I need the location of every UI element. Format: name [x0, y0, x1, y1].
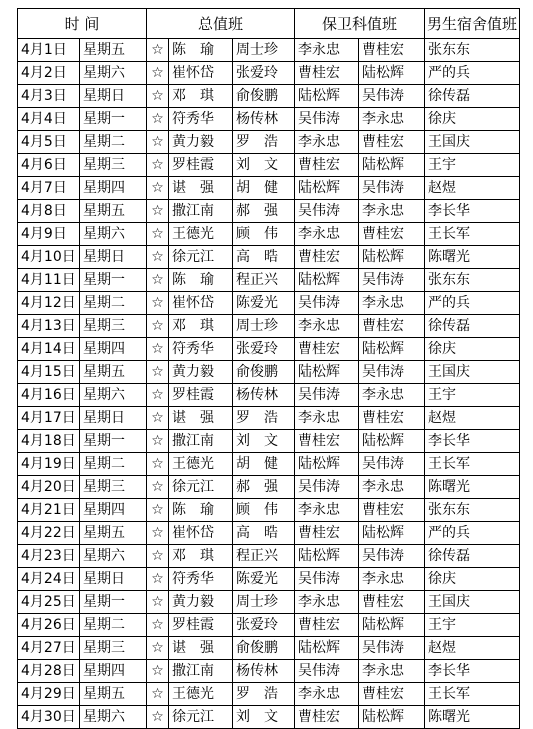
weekday-cell: 星期五: [80, 200, 147, 223]
dorm-duty-cell: 徐庆: [425, 338, 520, 361]
duty-leader-cell: 罗桂霞: [169, 614, 233, 637]
star-icon: ☆: [147, 614, 169, 637]
table-row: [18, 200, 520, 223]
duty-leader-cell: 罗桂霞: [169, 384, 233, 407]
duty-member-cell: 陈爱光: [233, 568, 295, 591]
dorm-duty-cell: 赵煜: [425, 637, 520, 660]
star-icon: ☆: [147, 430, 169, 453]
security-2-cell: 吴伟涛: [359, 177, 425, 200]
star-icon: ☆: [147, 200, 169, 223]
date-cell: 4月7日: [18, 177, 80, 200]
table-row: [18, 361, 520, 384]
weekday-cell: 星期二: [80, 292, 147, 315]
star-icon: ☆: [147, 384, 169, 407]
duty-member-cell: 张爱玲: [233, 614, 295, 637]
security-1-cell: 李永忠: [295, 591, 359, 614]
security-1-cell: 吴伟涛: [295, 108, 359, 131]
duty-member-cell: 杨传林: [233, 660, 295, 683]
dorm-duty-cell: 王长军: [425, 683, 520, 706]
duty-leader-cell: 罗桂霞: [169, 154, 233, 177]
duty-leader-cell: 邓 琪: [169, 315, 233, 338]
duty-member-cell: 高 晧: [233, 246, 295, 269]
weekday-cell: 星期四: [80, 338, 147, 361]
table-row: [18, 154, 520, 177]
weekday-cell: 星期五: [80, 361, 147, 384]
security-2-cell: 李永忠: [359, 384, 425, 407]
duty-member-cell: 周士珍: [233, 591, 295, 614]
table-row: [18, 246, 520, 269]
weekday-cell: 星期日: [80, 85, 147, 108]
weekday-cell: 星期五: [80, 683, 147, 706]
dorm-duty-cell: 赵煜: [425, 407, 520, 430]
date-cell: 4月9日: [18, 223, 80, 246]
weekday-cell: 星期四: [80, 499, 147, 522]
dorm-duty-cell: 张东东: [425, 499, 520, 522]
weekday-cell: 星期四: [80, 660, 147, 683]
duty-leader-cell: 邓 琪: [169, 545, 233, 568]
date-cell: 4月21日: [18, 499, 80, 522]
star-icon: ☆: [147, 154, 169, 177]
security-2-cell: 曹桂宏: [359, 499, 425, 522]
star-icon: ☆: [147, 269, 169, 292]
dorm-duty-cell: 李长华: [425, 430, 520, 453]
duty-member-cell: 周士珍: [233, 315, 295, 338]
table-row: [18, 591, 520, 614]
duty-leader-cell: 谌 强: [169, 177, 233, 200]
table-row: [18, 39, 520, 62]
security-1-cell: 陆松辉: [295, 85, 359, 108]
security-1-cell: 陆松辉: [295, 453, 359, 476]
security-1-cell: 李永忠: [295, 499, 359, 522]
weekday-cell: 星期五: [80, 522, 147, 545]
security-1-cell: 吴伟涛: [295, 292, 359, 315]
date-cell: 4月12日: [18, 292, 80, 315]
star-icon: ☆: [147, 223, 169, 246]
security-2-cell: 吴伟涛: [359, 361, 425, 384]
security-2-cell: 曹桂宏: [359, 315, 425, 338]
date-cell: 4月14日: [18, 338, 80, 361]
security-2-cell: 吴伟涛: [359, 269, 425, 292]
star-icon: ☆: [147, 591, 169, 614]
star-icon: ☆: [147, 85, 169, 108]
table-row: [18, 62, 520, 85]
weekday-cell: 星期六: [80, 223, 147, 246]
duty-member-cell: 刘 文: [233, 430, 295, 453]
dorm-duty-cell: 李长华: [425, 660, 520, 683]
table-row: [18, 177, 520, 200]
duty-leader-cell: 符秀华: [169, 108, 233, 131]
duty-member-cell: 刘 文: [233, 154, 295, 177]
table-row: [18, 292, 520, 315]
security-1-cell: 吴伟涛: [295, 660, 359, 683]
dorm-duty-cell: 徐庆: [425, 568, 520, 591]
dorm-duty-cell: 严的兵: [425, 292, 520, 315]
duty-member-cell: 程正兴: [233, 269, 295, 292]
security-1-cell: 李永忠: [295, 407, 359, 430]
duty-member-cell: 罗 浩: [233, 131, 295, 154]
duty-member-cell: 胡 健: [233, 177, 295, 200]
dorm-duty-cell: 王长军: [425, 453, 520, 476]
dorm-duty-cell: 徐庆: [425, 108, 520, 131]
duty-member-cell: 俞俊鹏: [233, 361, 295, 384]
star-icon: ☆: [147, 62, 169, 85]
star-icon: ☆: [147, 315, 169, 338]
security-2-cell: 吴伟涛: [359, 637, 425, 660]
header-row: [18, 9, 520, 39]
security-2-cell: 陆松辉: [359, 246, 425, 269]
duty-leader-cell: 谌 强: [169, 637, 233, 660]
security-2-cell: 陆松辉: [359, 522, 425, 545]
security-1-cell: 曹桂宏: [295, 62, 359, 85]
weekday-cell: 星期日: [80, 246, 147, 269]
security-1-cell: 陆松辉: [295, 361, 359, 384]
date-cell: 4月18日: [18, 430, 80, 453]
date-cell: 4月2日: [18, 62, 80, 85]
table-row: [18, 637, 520, 660]
weekday-cell: 星期五: [80, 39, 147, 62]
security-1-cell: 吴伟涛: [295, 200, 359, 223]
date-cell: 4月22日: [18, 522, 80, 545]
dorm-duty-cell: 王国庆: [425, 361, 520, 384]
table-row: [18, 476, 520, 499]
star-icon: ☆: [147, 522, 169, 545]
weekday-cell: 星期六: [80, 706, 147, 729]
table-row: [18, 85, 520, 108]
security-2-cell: 陆松辉: [359, 338, 425, 361]
security-2-cell: 李永忠: [359, 108, 425, 131]
duty-leader-cell: 王德光: [169, 223, 233, 246]
dorm-duty-cell: 徐传磊: [425, 545, 520, 568]
table-row: [18, 660, 520, 683]
duty-member-cell: 郝 强: [233, 200, 295, 223]
security-1-cell: 吴伟涛: [295, 568, 359, 591]
table-row: [18, 384, 520, 407]
table-row: [18, 108, 520, 131]
date-cell: 4月10日: [18, 246, 80, 269]
security-2-cell: 李永忠: [359, 568, 425, 591]
star-icon: ☆: [147, 246, 169, 269]
date-cell: 4月17日: [18, 407, 80, 430]
star-icon: ☆: [147, 660, 169, 683]
security-2-cell: 吴伟涛: [359, 545, 425, 568]
table-row: [18, 614, 520, 637]
security-2-cell: 曹桂宏: [359, 591, 425, 614]
duty-leader-cell: 撒江南: [169, 200, 233, 223]
star-icon: ☆: [147, 407, 169, 430]
date-cell: 4月23日: [18, 545, 80, 568]
duty-leader-cell: 撒江南: [169, 430, 233, 453]
dorm-duty-cell: 张东东: [425, 39, 520, 62]
date-cell: 4月6日: [18, 154, 80, 177]
duty-member-cell: 俞俊鹏: [233, 637, 295, 660]
dorm-duty-cell: 王宇: [425, 614, 520, 637]
security-1-cell: 曹桂宏: [295, 522, 359, 545]
dorm-duty-cell: 李长华: [425, 200, 520, 223]
weekday-cell: 星期六: [80, 62, 147, 85]
weekday-cell: 星期三: [80, 637, 147, 660]
dorm-duty-cell: 王长军: [425, 223, 520, 246]
date-cell: 4月15日: [18, 361, 80, 384]
star-icon: ☆: [147, 39, 169, 62]
duty-leader-cell: 徐元江: [169, 706, 233, 729]
table-row: [18, 430, 520, 453]
security-1-cell: 李永忠: [295, 39, 359, 62]
date-cell: 4月1日: [18, 39, 80, 62]
header-time: 时 间: [18, 9, 147, 39]
date-cell: 4月8日: [18, 200, 80, 223]
star-icon: ☆: [147, 683, 169, 706]
duty-leader-cell: 黄力毅: [169, 591, 233, 614]
table-row: [18, 545, 520, 568]
date-cell: 4月30日: [18, 706, 80, 729]
dorm-duty-cell: 徐传磊: [425, 315, 520, 338]
dorm-duty-cell: 陈曙光: [425, 476, 520, 499]
table-row: [18, 269, 520, 292]
duty-leader-cell: 陈 瑜: [169, 499, 233, 522]
date-cell: 4月25日: [18, 591, 80, 614]
duty-member-cell: 张爱玲: [233, 338, 295, 361]
date-cell: 4月3日: [18, 85, 80, 108]
security-1-cell: 陆松辉: [295, 269, 359, 292]
star-icon: ☆: [147, 545, 169, 568]
security-2-cell: 曹桂宏: [359, 683, 425, 706]
security-1-cell: 曹桂宏: [295, 338, 359, 361]
duty-leader-cell: 撒江南: [169, 660, 233, 683]
duty-leader-cell: 徐元江: [169, 246, 233, 269]
duty-leader-cell: 王德光: [169, 683, 233, 706]
weekday-cell: 星期一: [80, 108, 147, 131]
star-icon: ☆: [147, 476, 169, 499]
duty-leader-cell: 崔怀岱: [169, 292, 233, 315]
security-2-cell: 曹桂宏: [359, 131, 425, 154]
date-cell: 4月20日: [18, 476, 80, 499]
table-row: [18, 338, 520, 361]
star-icon: ☆: [147, 637, 169, 660]
date-cell: 4月13日: [18, 315, 80, 338]
dorm-duty-cell: 陈曙光: [425, 246, 520, 269]
star-icon: ☆: [147, 568, 169, 591]
security-2-cell: 曹桂宏: [359, 223, 425, 246]
duty-member-cell: 陈爱光: [233, 292, 295, 315]
security-2-cell: 吴伟涛: [359, 85, 425, 108]
security-2-cell: 李永忠: [359, 292, 425, 315]
security-2-cell: 李永忠: [359, 200, 425, 223]
dorm-duty-cell: 张东东: [425, 269, 520, 292]
weekday-cell: 星期六: [80, 545, 147, 568]
security-1-cell: 吴伟涛: [295, 476, 359, 499]
duty-leader-cell: 陈 瑜: [169, 39, 233, 62]
duty-member-cell: 高 晧: [233, 522, 295, 545]
star-icon: ☆: [147, 177, 169, 200]
table-row: [18, 131, 520, 154]
security-2-cell: 陆松辉: [359, 430, 425, 453]
security-1-cell: 李永忠: [295, 223, 359, 246]
duty-leader-cell: 谌 强: [169, 407, 233, 430]
security-2-cell: 陆松辉: [359, 62, 425, 85]
duty-leader-cell: 黄力毅: [169, 361, 233, 384]
security-2-cell: 吴伟涛: [359, 453, 425, 476]
table-body: [18, 39, 520, 729]
table-row: [18, 407, 520, 430]
star-icon: ☆: [147, 292, 169, 315]
security-2-cell: 陆松辉: [359, 614, 425, 637]
security-1-cell: 李永忠: [295, 683, 359, 706]
table-row: [18, 223, 520, 246]
table-header: [18, 9, 520, 39]
dorm-duty-cell: 严的兵: [425, 522, 520, 545]
date-cell: 4月4日: [18, 108, 80, 131]
weekday-cell: 星期二: [80, 131, 147, 154]
duty-member-cell: 顾 伟: [233, 223, 295, 246]
duty-member-cell: 刘 文: [233, 706, 295, 729]
table-row: [18, 683, 520, 706]
weekday-cell: 星期一: [80, 269, 147, 292]
security-2-cell: 陆松辉: [359, 154, 425, 177]
table-row: [18, 453, 520, 476]
security-1-cell: 李永忠: [295, 315, 359, 338]
duty-member-cell: 郝 强: [233, 476, 295, 499]
duty-member-cell: 顾 伟: [233, 499, 295, 522]
duty-leader-cell: 陈 瑜: [169, 269, 233, 292]
weekday-cell: 星期三: [80, 476, 147, 499]
duty-leader-cell: 徐元江: [169, 476, 233, 499]
security-1-cell: 陆松辉: [295, 545, 359, 568]
duty-member-cell: 杨传林: [233, 108, 295, 131]
date-cell: 4月26日: [18, 614, 80, 637]
duty-member-cell: 罗 浩: [233, 407, 295, 430]
dorm-duty-cell: 王宇: [425, 154, 520, 177]
duty-leader-cell: 符秀华: [169, 338, 233, 361]
date-cell: 4月29日: [18, 683, 80, 706]
duty-leader-cell: 王德光: [169, 453, 233, 476]
security-1-cell: 曹桂宏: [295, 706, 359, 729]
star-icon: ☆: [147, 108, 169, 131]
security-1-cell: 陆松辉: [295, 637, 359, 660]
duty-member-cell: 周士珍: [233, 39, 295, 62]
date-cell: 4月11日: [18, 269, 80, 292]
date-cell: 4月16日: [18, 384, 80, 407]
duty-leader-cell: 符秀华: [169, 568, 233, 591]
security-2-cell: 曹桂宏: [359, 407, 425, 430]
dorm-duty-cell: 徐传磊: [425, 85, 520, 108]
duty-leader-cell: 黄力毅: [169, 131, 233, 154]
duty-member-cell: 罗 浩: [233, 683, 295, 706]
security-1-cell: 曹桂宏: [295, 614, 359, 637]
security-2-cell: 李永忠: [359, 476, 425, 499]
header-duty: 总值班: [147, 9, 295, 39]
table-row: [18, 706, 520, 729]
security-2-cell: 曹桂宏: [359, 39, 425, 62]
table-row: [18, 568, 520, 591]
date-cell: 4月24日: [18, 568, 80, 591]
security-1-cell: 曹桂宏: [295, 246, 359, 269]
table-row: [18, 522, 520, 545]
weekday-cell: 星期一: [80, 430, 147, 453]
security-2-cell: 陆松辉: [359, 706, 425, 729]
dorm-duty-cell: 赵煜: [425, 177, 520, 200]
weekday-cell: 星期三: [80, 154, 147, 177]
weekday-cell: 星期二: [80, 453, 147, 476]
security-2-cell: 李永忠: [359, 660, 425, 683]
duty-member-cell: 程正兴: [233, 545, 295, 568]
star-icon: ☆: [147, 499, 169, 522]
date-cell: 4月28日: [18, 660, 80, 683]
duty-schedule-table: [17, 8, 520, 729]
duty-member-cell: 杨传林: [233, 384, 295, 407]
security-1-cell: 曹桂宏: [295, 154, 359, 177]
date-cell: 4月27日: [18, 637, 80, 660]
weekday-cell: 星期二: [80, 614, 147, 637]
duty-leader-cell: 崔怀岱: [169, 62, 233, 85]
dorm-duty-cell: 王国庆: [425, 131, 520, 154]
duty-member-cell: 俞俊鹏: [233, 85, 295, 108]
date-cell: 4月5日: [18, 131, 80, 154]
star-icon: ☆: [147, 706, 169, 729]
star-icon: ☆: [147, 453, 169, 476]
weekday-cell: 星期六: [80, 384, 147, 407]
security-1-cell: 吴伟涛: [295, 384, 359, 407]
table-row: [18, 499, 520, 522]
security-1-cell: 李永忠: [295, 131, 359, 154]
duty-member-cell: 胡 健: [233, 453, 295, 476]
date-cell: 4月19日: [18, 453, 80, 476]
dorm-duty-cell: 王宇: [425, 384, 520, 407]
star-icon: ☆: [147, 361, 169, 384]
dorm-duty-cell: 王国庆: [425, 591, 520, 614]
star-icon: ☆: [147, 338, 169, 361]
dorm-duty-cell: 陈曙光: [425, 706, 520, 729]
weekday-cell: 星期日: [80, 568, 147, 591]
duty-leader-cell: 邓 琪: [169, 85, 233, 108]
header-dorm: 男生宿舍值班: [425, 9, 520, 39]
header-security: 保卫科值班: [295, 9, 425, 39]
duty-leader-cell: 崔怀岱: [169, 522, 233, 545]
duty-member-cell: 张爱玲: [233, 62, 295, 85]
weekday-cell: 星期三: [80, 315, 147, 338]
weekday-cell: 星期一: [80, 591, 147, 614]
security-1-cell: 陆松辉: [295, 177, 359, 200]
dorm-duty-cell: 严的兵: [425, 62, 520, 85]
weekday-cell: 星期四: [80, 177, 147, 200]
weekday-cell: 星期日: [80, 407, 147, 430]
table-row: [18, 315, 520, 338]
security-1-cell: 曹桂宏: [295, 430, 359, 453]
star-icon: ☆: [147, 131, 169, 154]
